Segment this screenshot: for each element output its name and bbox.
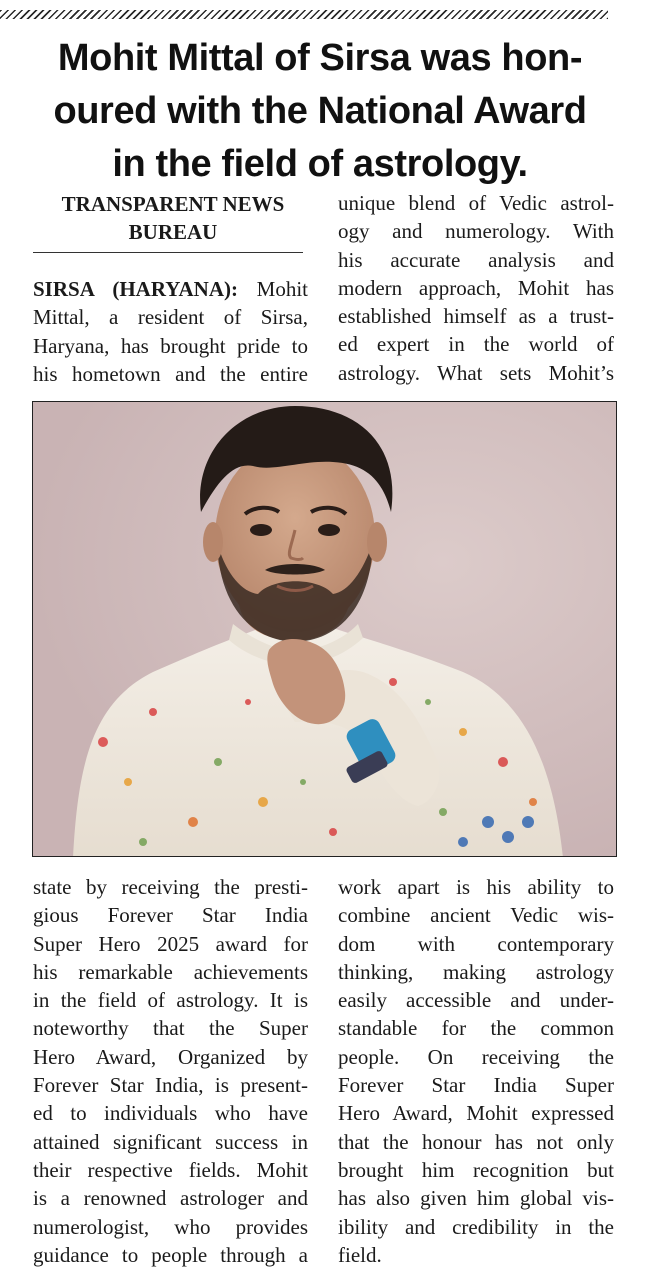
body-line: guidance to people through a xyxy=(33,1242,308,1267)
body-line: state by receiving the presti- xyxy=(33,875,308,899)
right-ear xyxy=(367,522,387,562)
body-line: his hometown and the entire xyxy=(33,361,308,386)
body-line: his remarkable achievements xyxy=(33,959,308,984)
body-line: gious Forever Star India xyxy=(33,903,308,928)
portrait-illustration xyxy=(33,402,617,857)
portrait-photo xyxy=(32,401,617,857)
body-line: is a renowned astrologer and xyxy=(33,1186,308,1211)
body-line: work apart is his ability to xyxy=(338,875,614,899)
body-line: people. On receiving the xyxy=(338,1044,614,1069)
body-line: that the honour has not only xyxy=(338,1129,614,1154)
body-line: Hero Award, Organized by xyxy=(33,1044,308,1069)
body-line: their respective fields. Mohit xyxy=(33,1157,308,1182)
body-line: field. xyxy=(338,1242,382,1267)
body-line: Haryana, has brought pride to xyxy=(33,333,308,358)
body-line: ibility and credibility in the xyxy=(338,1214,614,1239)
column-2-bottom xyxy=(338,873,614,1269)
body-line: his accurate analysis and xyxy=(338,247,614,272)
body-line: Forever Star India Super xyxy=(338,1073,614,1098)
body-line: ed expert in the world of xyxy=(338,332,614,357)
headline-line: Mohit Mittal of Sirsa was hon- xyxy=(57,37,583,79)
headline xyxy=(20,32,620,191)
masthead-hatch-rule xyxy=(0,10,608,19)
column-1-bottom xyxy=(33,873,308,1269)
column-2-top xyxy=(338,189,614,387)
body-line: easily accessible and under- xyxy=(338,988,614,1013)
dateline: SIRSA (HARYANA): xyxy=(33,277,238,301)
body-line: Mittal, a resident of Sirsa, xyxy=(33,305,308,330)
byline-line: TRANSPARENT NEWS xyxy=(61,192,285,216)
body-line: numerologist, who provides xyxy=(33,1214,308,1239)
left-ear xyxy=(203,522,223,562)
byline-line: BUREAU xyxy=(128,220,218,244)
body-line: brought him recognition but xyxy=(338,1157,614,1182)
body-line: ogy and numerology. With xyxy=(338,219,614,244)
body-line: Hero Award, Mohit expressed xyxy=(338,1101,614,1126)
right-eye xyxy=(318,524,340,536)
body-line: ed to individuals who have xyxy=(33,1101,308,1126)
body-line: SIRSA (HARYANA): Mohit xyxy=(33,277,308,301)
headline-line: in the field of astrology. xyxy=(112,143,528,185)
body-line: attained significant success in xyxy=(33,1129,308,1154)
body-line: standable for the common xyxy=(338,1016,614,1041)
body-line: thinking, making astrology xyxy=(338,959,614,984)
body-line: established himself as a trust- xyxy=(338,304,614,329)
column-1-top xyxy=(33,275,308,388)
byline-divider xyxy=(33,252,303,253)
body-line: unique blend of Vedic astrol- xyxy=(338,191,614,215)
body-line: noteworthy that the Super xyxy=(33,1016,308,1041)
body-line: modern approach, Mohit has xyxy=(338,275,614,300)
body-line: in the field of astrology. It is xyxy=(33,988,308,1013)
left-eye xyxy=(250,524,272,536)
body-line: Super Hero 2025 award for xyxy=(33,931,308,956)
body-line: astrology. What sets Mohit’s xyxy=(338,360,614,385)
body-line: dom with contemporary xyxy=(338,931,614,956)
byline xyxy=(40,190,306,246)
body-line: combine ancient Vedic wis- xyxy=(338,903,614,928)
body-line: has also given him global vis- xyxy=(338,1186,614,1211)
body-line: Forever Star India, is present- xyxy=(33,1073,308,1098)
headline-line: oured with the National Award xyxy=(53,90,587,132)
